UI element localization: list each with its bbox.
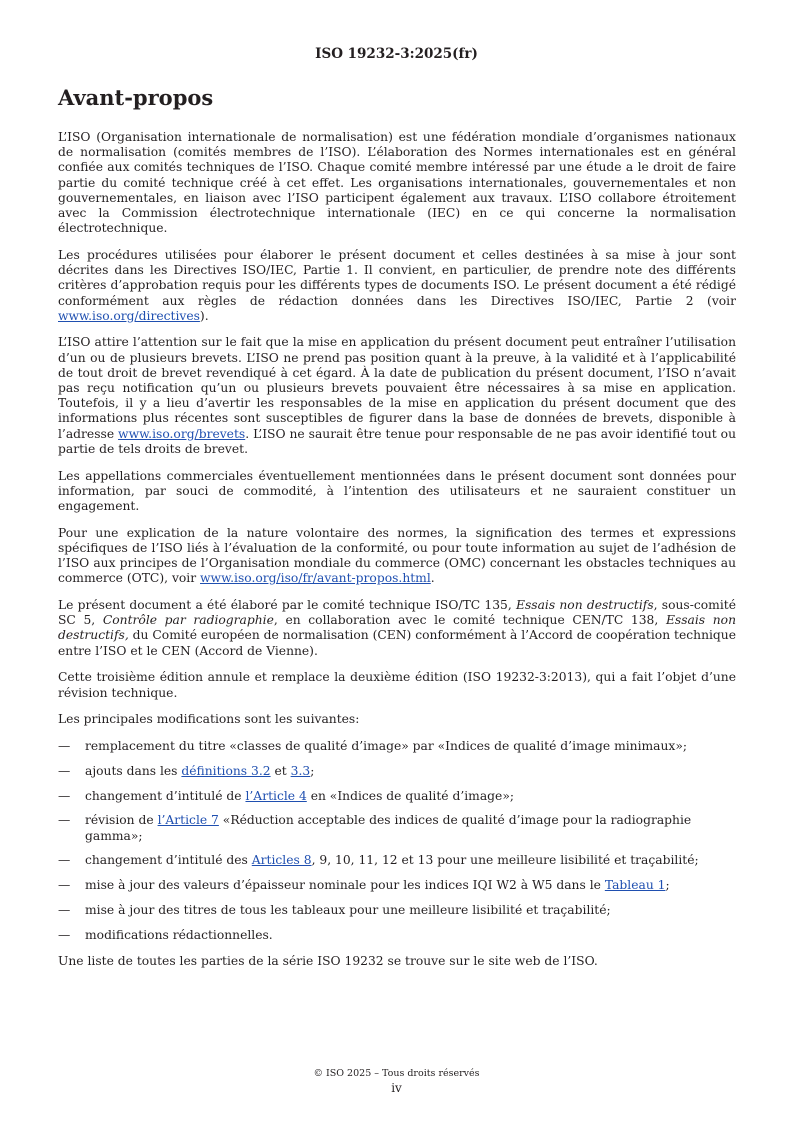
foreword-body — [58, 130, 736, 981]
paragraph-iso-intro: L’ISO (Organisation internationale de normalisation) est une fédération mondiale d’organismes nationaux de normalisation (comités membres de l’ISO). L’élaboration des Normes internationales est en général confiée aux comités techniques de l’ISO. Chaque comité membre intéressé par une étude a le droit de faire partie du comité technique créé à cet effet. Les organisations internationales, gouvernementales et non gouvernementales, en liaison avec l’ISO participent également aux travaux. L’ISO collabore étroitement avec la Commission électrotechnique internationale (IEC) en ce qui concerne la normalisation électrotechnique. — [58, 130, 736, 236]
paragraph-voluntary-nature-end: . — [430, 571, 435, 586]
list-dash: — — [58, 878, 71, 893]
changes-list — [58, 739, 736, 943]
document-id-header: ISO 19232-3:2025(fr) — [315, 46, 478, 62]
list-item-text: et — [270, 763, 291, 778]
list-item — [58, 764, 736, 779]
copyright-notice: © ISO 2025 – Tous droits réservés — [313, 1068, 480, 1079]
list-item — [58, 903, 736, 918]
list-item — [58, 878, 736, 893]
list-item-text: remplacement du titre «classes de qualité d’image» par «Indices de qualité d’image minimaux»; — [85, 738, 688, 753]
committee-text-c: , sous-comité SC 5, — [58, 597, 736, 628]
list-dash: — — [58, 738, 71, 753]
table-1-link[interactable]: Tableau 1 — [604, 878, 666, 893]
page-title: Avant-propos — [58, 85, 214, 110]
list-item-text: changement d’intitulé des — [85, 853, 252, 868]
list-item-text: ; — [310, 763, 315, 778]
paragraph-edition: Cette troisième édition annule et remplace la deuxième édition (ISO 19232-3:2013), qui a fait l’objet d’une révision technique. — [58, 670, 736, 700]
list-dash: — — [58, 813, 71, 828]
list-dash: — — [58, 788, 71, 803]
articles-8-link[interactable]: Articles 8 — [251, 853, 312, 868]
list-item-text: ajouts dans les — [85, 763, 182, 778]
list-dash: — — [58, 853, 71, 868]
committee-text-a: Le présent document a été élaboré par le comité technique ISO/TC 135, — [58, 597, 516, 612]
committee-text-e: , en collaboration avec le comité technique CEN/TC 138, — [273, 613, 666, 628]
list-dash: — — [58, 927, 71, 942]
paragraph-voluntary-nature-text: Pour une explication de la nature volontaire des normes, la signification des termes et expressions spécifiques de l’ISO liés à l’évaluation de la conformité, ou pour toute information au sujet de l’adhésion de l’ISO aux principes de l’Organisation mondiale du commerce (OMC) concernant les obstacles techniques au commerce (OTC), voir — [58, 525, 736, 586]
cen-committee-name-italic: Essais non destructifs, — [58, 613, 736, 643]
list-dash: — — [58, 763, 71, 778]
patents-link[interactable]: www.iso.org/brevets — [118, 426, 246, 441]
paragraph-committee — [58, 598, 736, 659]
list-item-text: «Réduction acceptable des indices de qualité d’image pour la radiographie gamma»; — [85, 813, 692, 843]
list-item-text: , 9, 10, 11, 12 et 13 pour une meilleure lisibilité et traçabilité; — [311, 853, 699, 868]
list-item-text: en «Indices de qualité d’image»; — [306, 788, 514, 803]
list-item-text: mise à jour des titres de tous les tableaux pour une meilleure lisibilité et traçabilité; — [85, 902, 611, 917]
list-item-text: modifications rédactionnelles. — [85, 927, 273, 942]
subcommittee-name-italic: Contrôle par radiographie — [102, 613, 274, 628]
article-4-link[interactable]: l’Article 4 — [245, 788, 307, 803]
paragraph-changes-intro: Les principales modifications sont les suivantes: — [58, 712, 360, 727]
committee-text-g: du Comité européen de normalisation (CEN) conformément à l’Accord de coopération technique entre l’ISO et le CEN (Accord de Vienne). — [58, 628, 736, 658]
paragraph-procedures-end: ). — [199, 308, 209, 323]
committee-name-italic: Essais non destructifs — [516, 597, 654, 612]
article-7-link[interactable]: l’Article 7 — [157, 813, 219, 828]
paragraph-series-parts: Une liste de toutes les parties de la série ISO 19232 se trouve sur le site web de l’ISO. — [58, 953, 598, 968]
paragraph-patents-text: L’ISO attire l’attention sur le fait que la mise en application du présent document peut entraîner l’utilisation d’un ou de plusieurs brevets. L’ISO ne prend pas position quant à la preuve, à la validité et à l’applicabilité de tout droit de brevet revendiqué à cet égard. À la date de publication du présent document, l’ISO n’avait pas reçu notification qu’un ou plusieurs brevets pouvaient être nécessaires à sa mise en application. Toutefois, il y a lieu d’avertir les responsables de la mise en application du présent document que des informations plus récentes sont susceptibles de figurer dans la base de données de brevets, disponible à l’adresse — [58, 335, 736, 441]
paragraph-patents-end: . L’ISO ne saurait être tenue pour responsable de ne pas avoir identifié tout ou partie de tels droits de brevet. — [58, 426, 736, 456]
page-footer — [0, 1067, 793, 1095]
paragraph-procedures-text: Les procédures utilisées pour élaborer le présent document et celles destinées à sa mise à jour sont décrites dans les Directives ISO/IEC, Partie 1. Il convient, en particulier, de prendre note des différents critères d’approbation requis pour les différents types de documents ISO. Le présent document a été rédigé conformément aux règles de rédaction données dans les Directives ISO/IEC, Partie 2 (voir — [58, 247, 736, 308]
paragraph-patents — [58, 335, 736, 457]
paragraph-trade-names: Les appellations commerciales éventuellement mentionnées dans le présent document sont données pour information, par souci de commodité, à l’intention des utilisateurs et ne sauraient constituer un engagement. — [58, 468, 736, 513]
list-item-text: mise à jour des valeurs d’épaisseur nominale pour les indices IQI W2 à W5 dans le — [85, 878, 605, 893]
list-item-text: changement d’intitulé de — [85, 788, 246, 803]
list-dash: — — [58, 902, 71, 917]
list-item — [58, 789, 736, 804]
list-item-text: révision de — [85, 813, 158, 828]
page-number: iv — [391, 1081, 402, 1095]
list-item-text: ; — [665, 878, 670, 893]
list-item — [58, 853, 736, 868]
foreword-link[interactable]: www.iso.org/iso/fr/avant-propos.html — [200, 571, 431, 586]
list-item — [58, 928, 736, 943]
definition-3-3-link[interactable]: 3.3 — [290, 763, 311, 778]
directives-link[interactable]: www.iso.org/directives — [58, 308, 200, 323]
paragraph-voluntary-nature — [58, 526, 736, 587]
list-item — [58, 813, 736, 843]
list-item — [58, 739, 736, 754]
definition-3-2-link[interactable]: définitions 3.2 — [181, 763, 271, 778]
paragraph-procedures — [58, 248, 736, 324]
